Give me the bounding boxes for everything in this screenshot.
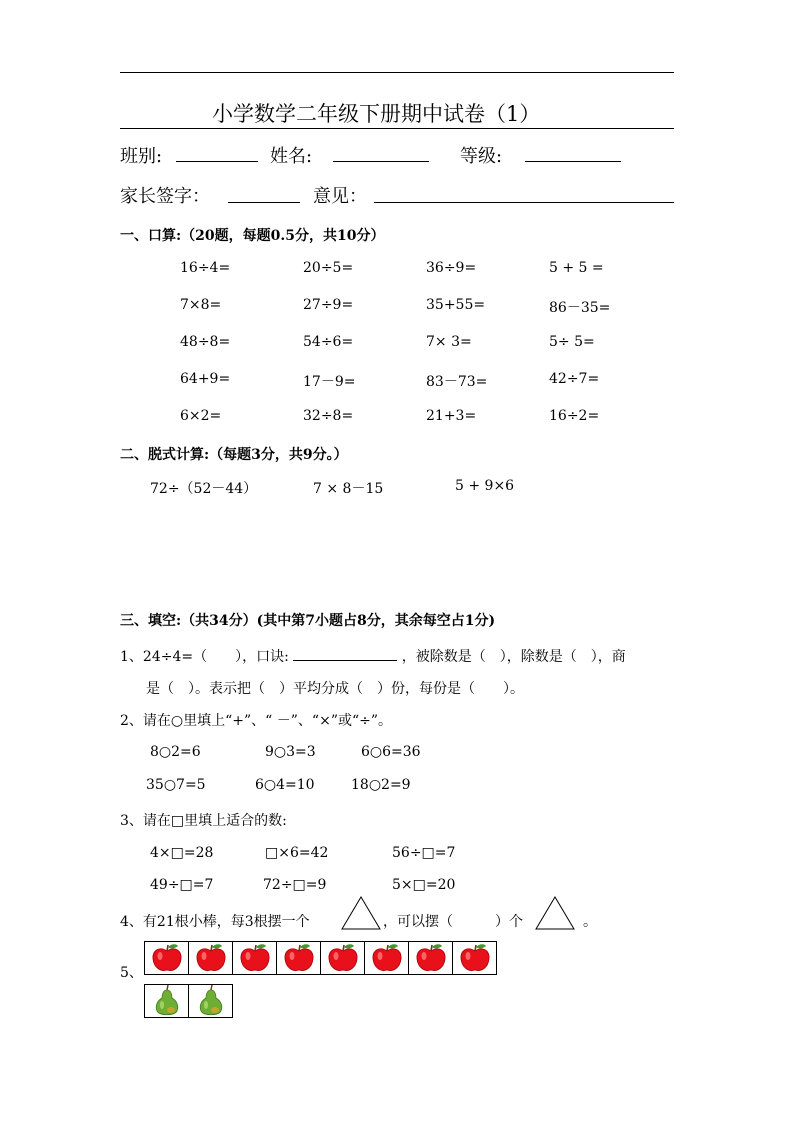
apple-icon [370,943,404,973]
calc-item: 72÷（52－44） [150,481,258,497]
grade-field [460,142,502,168]
apple-box [452,941,497,975]
triangle-icon [341,896,381,930]
q2-text: 2、请在○里填上“+”、“ －”、“×”或“÷”。 [120,713,393,729]
math-item: 36÷9= [426,260,477,276]
opinion-blank[interactable] [374,202,674,203]
q1-text-a: 1、24÷4=（ ），口诀: [120,649,289,665]
math-item: 64+9= [180,371,231,387]
apple-box [232,941,277,975]
math-item: 5÷ 5= [549,334,595,350]
pear-icon [152,985,182,1017]
apple-box [408,941,453,975]
q3-item: □×6=42 [265,845,329,861]
class-field [120,142,162,168]
apple-box [144,941,189,975]
math-item: 5 + 5 = [549,260,604,276]
apple-box [188,941,233,975]
grade-blank[interactable] [525,161,621,162]
math-item: 6×2= [180,408,222,424]
opinion-field [313,182,367,208]
q3-item: 5×□=20 [392,877,456,893]
name-label: 姓名: [270,146,313,167]
parent-sign-label: 家长签字： [120,186,210,207]
q3-text: 3、请在□里填上适合的数: [120,813,287,829]
q1-rhyme-blank[interactable] [293,644,397,661]
math-item: 20÷5= [303,260,354,276]
parent-sign-field [120,182,210,208]
name-field [270,142,312,168]
apple-icon [238,943,272,973]
pear-icon [196,985,226,1017]
pear-box [188,984,233,1018]
math-item: 7× 3= [426,334,472,350]
math-item: 27÷9= [303,297,354,313]
q2-item: 18○2=9 [351,777,411,793]
apple-icon [194,943,228,973]
q1-line2: 是（ ）。表示把（ ）平均分成（ ）份，每份是（ ）。 [146,681,524,697]
apple-box [276,941,321,975]
section2-heading: 二、脱式计算:（每题3分，共9分。） [120,447,348,463]
apple-icon [414,943,448,973]
apple-icon [282,943,316,973]
apple-box [320,941,365,975]
math-item: 21+3= [426,408,477,424]
q2-item: 9○3=3 [265,744,316,760]
triangle-icon [535,896,575,930]
q2-item: 6○4=10 [255,777,315,793]
title-underline [120,128,674,129]
q2-item: 8○2=6 [150,744,201,760]
q4-text-c: 。 [583,914,597,930]
parent-sign-blank[interactable] [228,202,300,203]
math-item: 16÷2= [549,408,600,424]
page-title: 小学数学二年级下册期中试卷（1） [212,102,541,126]
grade-label: 等级: [460,146,503,167]
apple-icon [458,943,492,973]
math-item: 16÷4= [180,260,231,276]
q3-item: 72÷□=9 [263,877,327,893]
math-item: 42÷7= [549,371,600,387]
q3-item: 49÷□=7 [150,877,214,893]
q1-text-b: ，被除数是（ ），除数是（ ），商 [401,649,626,665]
calc-item: 5 + 9×6 [455,478,515,494]
section1-heading: 一、口算:（20题，每题0.5分，共10分） [120,228,385,244]
q4-text-b: ，可以摆（ ）个 [383,914,523,930]
q5-label: 5、 [120,965,143,981]
top-rule [120,72,674,73]
math-item: 32÷8= [303,408,354,424]
pear-box [144,984,189,1018]
apple-icon [326,943,360,973]
section3-heading: 三、填空:（共34分）(其中第7小题占8分，其余每空占1分) [120,613,496,629]
name-blank[interactable] [333,161,429,162]
q3-item: 4×□=28 [150,845,214,861]
math-item: 48÷8= [180,334,231,350]
math-item: 54÷6= [303,334,354,350]
apple-icon [150,943,184,973]
class-blank[interactable] [176,161,258,162]
opinion-label: 意见： [313,186,367,207]
math-item: 83－73= [426,374,488,390]
apple-box [364,941,409,975]
math-item: 17－9= [303,374,356,390]
math-item: 35+55= [426,297,486,313]
class-label: 班别: [120,146,163,167]
q4-text-a: 4、有21根小棒，每3根摆一个 [120,914,310,930]
q1-line1 [120,644,626,666]
math-item: 86－35= [549,300,611,316]
q2-item: 35○7=5 [146,777,206,793]
q3-item: 56÷□=7 [392,845,456,861]
math-item: 7×8= [180,297,222,313]
q2-item: 6○6=36 [361,744,421,760]
calc-item: 7 × 8－15 [313,481,384,497]
